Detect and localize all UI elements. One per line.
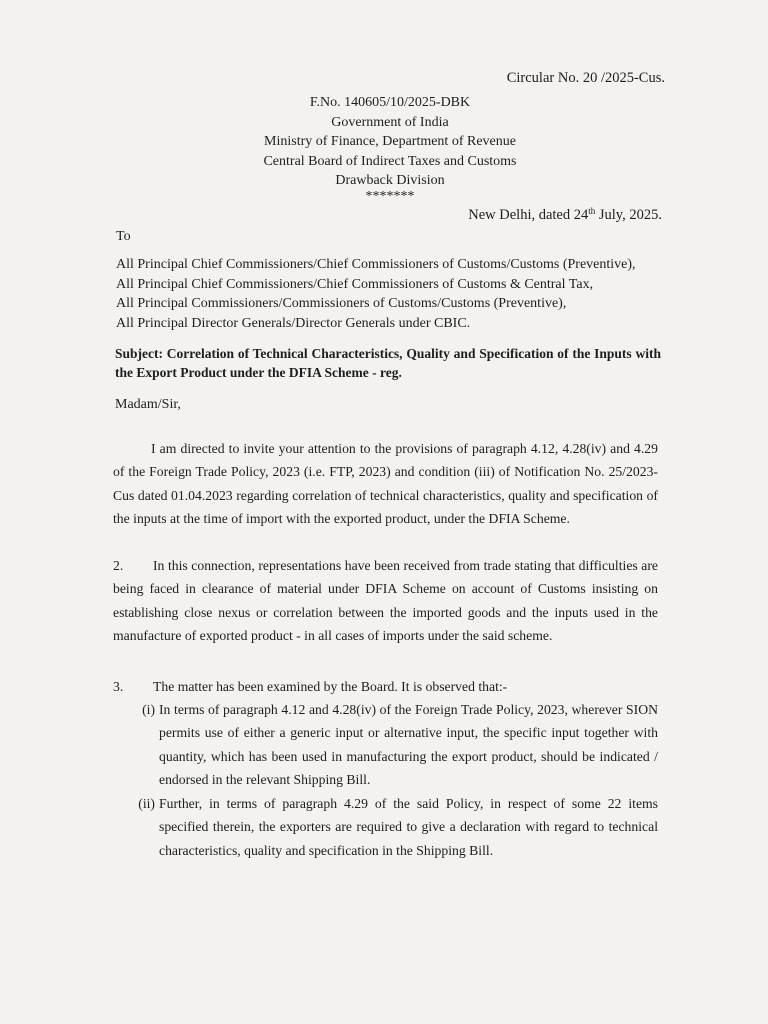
addressee: All Principal Director Generals/Director Generals under CBIC. <box>116 315 471 331</box>
salutation: Madam/Sir, <box>115 397 181 412</box>
addressee-list <box>116 255 636 333</box>
to-label: To <box>116 229 131 244</box>
issue-date <box>468 206 662 224</box>
file-number: F.No. 140605/10/2025-DBK <box>309 95 471 110</box>
addressee: All Principal Commissioners/Commissioners of Customs/Customs (Preventive), <box>116 296 567 311</box>
sub-item-text: Further, in terms of paragraph 4.29 of the said Policy, in respect of some 22 items specified therein, the exporters are required to give a declaration with regard to technical characteristics, quality and specification in the Shipping Bill. <box>159 796 658 858</box>
addressee: All Principal Chief Commissioners/Chief Commissioners of Customs & Central Tax, <box>116 276 594 292</box>
board-line: Central Board of Indirect Taxes and Customs <box>263 153 517 169</box>
letterhead <box>0 93 768 203</box>
date-prefix: New Delhi, dated 24 <box>468 207 589 223</box>
sub-item-text: In terms of paragraph 4.12 and 4.28(iv) of the Foreign Trade Policy, 2023, wherever SION permits use of either a generic input or alternative input, the specific input together with quantity, which has been used in manufacturing the export product, should be indicated / endorsed in the relevant Shipping Bill. <box>159 702 658 787</box>
stars-separator: ******* <box>365 188 415 204</box>
date-ordinal: th <box>588 206 596 216</box>
subject-line: Subject: Correlation of Technical Characteristics, Quality and Specification of the Inputs with the Export Product under the DFIA Scheme - reg. <box>115 346 661 380</box>
paragraph-text: In this connection, representations have been received from trade stating that difficulties are being faced in clearance of material under DFIA Scheme on account of Customs insisting on establishing close nexus or correlation between the imported goods and the inputs used in the manufacture of exported product - in all cases of imports under the said scheme. <box>113 558 658 643</box>
paragraph-1 <box>113 437 658 530</box>
sub-item-label: (i) <box>142 702 155 717</box>
sub-item-i <box>129 698 658 791</box>
date-suffix: July, 2025. <box>595 207 662 223</box>
sub-item-ii <box>129 792 658 862</box>
government-line: Government of India <box>331 114 449 130</box>
circular-number: Circular No. 20 /2025-Cus. <box>506 70 665 86</box>
paragraph-2 <box>113 554 658 647</box>
paragraph-text: I am directed to invite your attention to the provisions of paragraph 4.12, 4.28(iv) and 4.29 of the Foreign Trade Policy, 2023 (i.e. FTP, 2023) and condition (iii) of Notification No. 25/2023-Cus dated 01.04.2023 regarding correlation of technical characteristics, quality and specification of the inputs at the time of import with the exported product, under the DFIA Scheme. <box>113 441 658 526</box>
paragraph-text: The matter has been examined by the Board. It is observed that:- <box>153 679 508 694</box>
ministry-line: Ministry of Finance, Department of Revenue <box>264 134 516 149</box>
division-line: Drawback Division <box>335 173 445 188</box>
paragraph-3 <box>113 675 658 698</box>
paragraph-number: 2. <box>113 558 124 573</box>
sub-item-label: (ii) <box>138 796 155 811</box>
addressee: All Principal Chief Commissioners/Chief Commissioners of Customs/Customs (Preventive), <box>116 257 636 272</box>
paragraph-number: 3. <box>113 679 124 694</box>
